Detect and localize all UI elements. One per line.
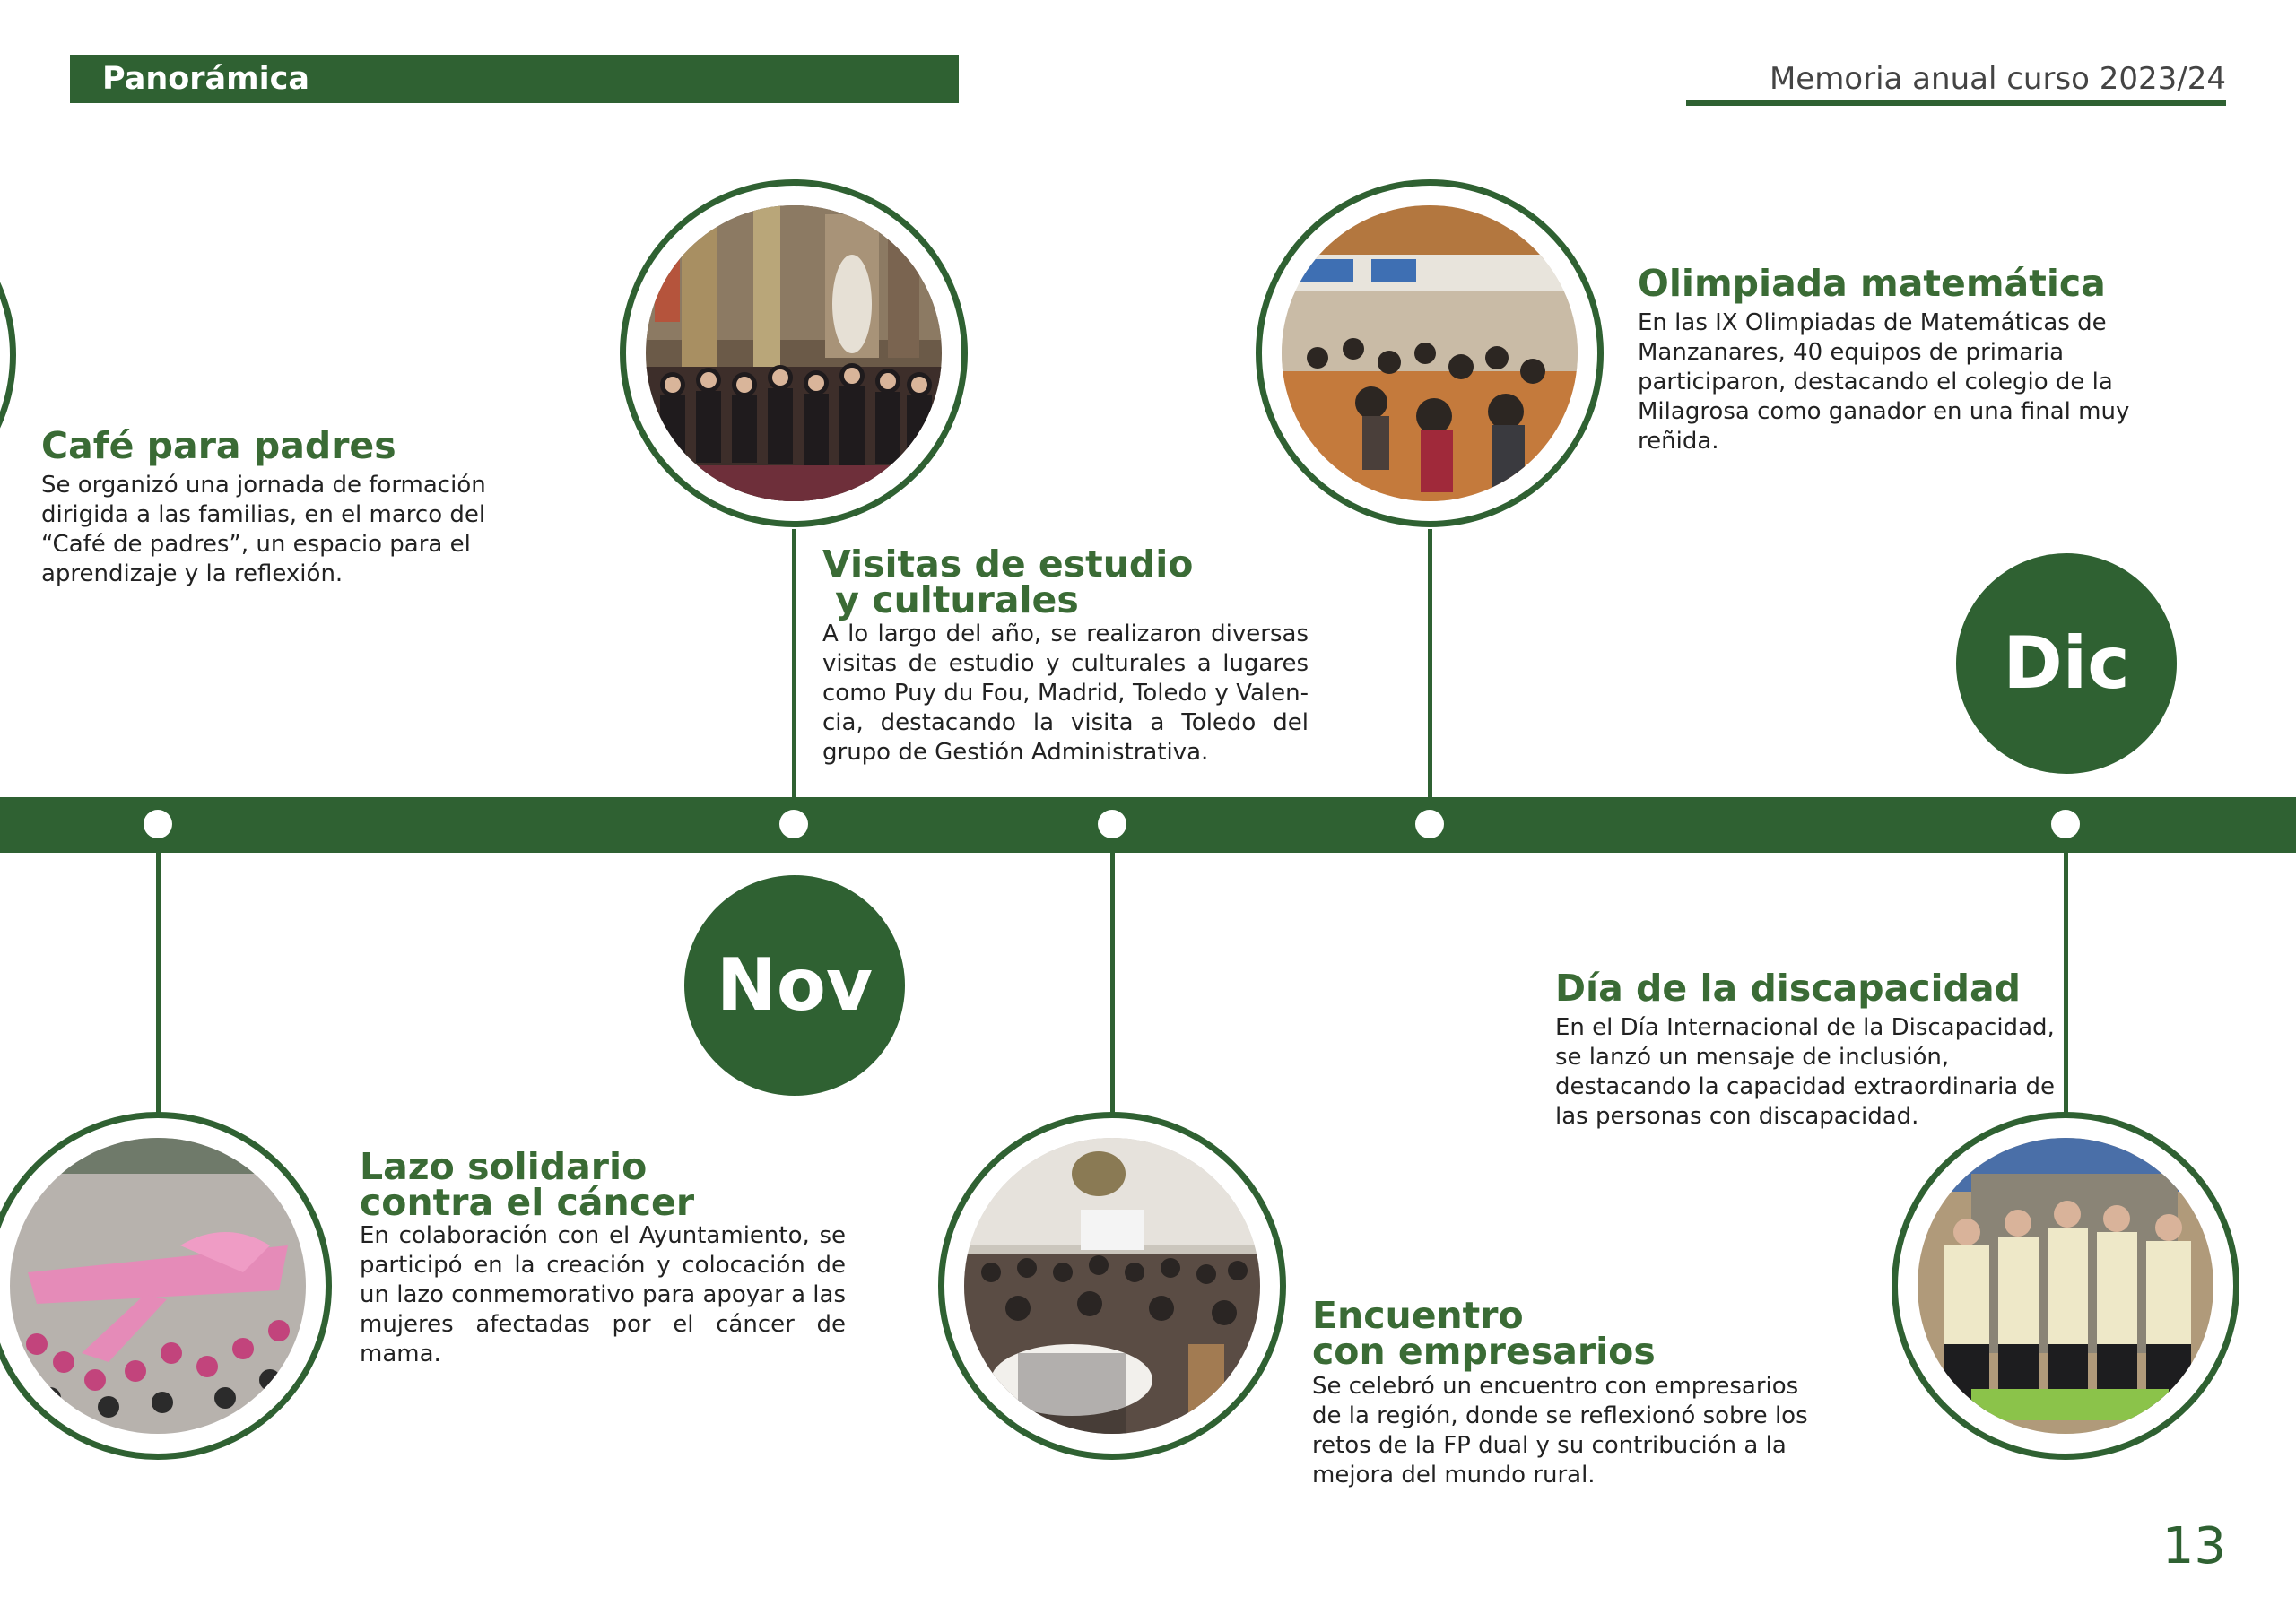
event-title-visitas <box>822 542 1194 621</box>
photo-discapacidad <box>1918 1138 2213 1434</box>
math-olympiad-image <box>1282 205 1578 501</box>
photo-encuentro <box>964 1138 1260 1434</box>
event-text-discapacidad: En el Día Internacional de la Discapacidad, se lanzó un mensaje de inclusión, destacando la capacidad extraordinaria de las personas con discapacidad. <box>1555 1014 2055 1130</box>
timeline-dot <box>1415 810 1444 838</box>
event-title-olimpiada: Olimpiada matemática <box>1638 262 2106 305</box>
event-title-lazo <box>360 1145 695 1224</box>
section-header-bar <box>70 55 959 103</box>
page-number: 13 <box>2161 1517 2226 1575</box>
timeline-dot <box>144 810 172 838</box>
section-label: Panorámica <box>102 61 310 97</box>
event-title-encuentro <box>1312 1294 1656 1373</box>
stem-discapacidad <box>2064 852 2068 1116</box>
stem-olimpiada <box>1428 529 1432 798</box>
event-title-discapacidad: Día de la discapacidad <box>1555 967 2021 1010</box>
stem-lazo <box>156 852 161 1116</box>
event-text-encuentro: Se celebró un encuentro con empresarios de la región, donde se reflexionó sobre los retos de la FP dual y su contribución a la mejora del mundo rural. <box>1312 1373 1808 1488</box>
timeline-dot <box>1098 810 1126 838</box>
stem-encuentro <box>1110 852 1115 1116</box>
event-text-lazo: En colaboración con el Ayuntamiento, se participó en la creación y colocación de un lazo conmemorativo para apoyar a las mujeres afectadas por el cáncer de mama. <box>360 1222 846 1367</box>
photo-ring-discapacidad <box>1892 1112 2239 1460</box>
title-underline <box>1686 100 2226 106</box>
event-text-cafe: Se organizó una jornada de formación dirigida a las familias, en el marco del “Café de padres”, un espacio para el aprendizaje y la reflexión. <box>41 472 486 587</box>
month-badge-dic: Dic <box>1956 553 2177 774</box>
event-title-encuentro-line2: con empresarios <box>1312 1330 1656 1373</box>
business-meeting-image <box>964 1138 1260 1434</box>
photo-ring-lazo <box>0 1112 332 1460</box>
event-title-cafe: Café para padres <box>41 424 396 467</box>
month-badge-nov: Nov <box>684 875 905 1096</box>
event-title-visitas-line2: y culturales <box>822 578 1079 621</box>
event-title-lazo-line1: Lazo solidario <box>360 1145 648 1188</box>
photo-lazo <box>10 1138 306 1434</box>
event-title-visitas-line1: Visitas de estudio <box>822 542 1194 586</box>
photo-ring-encuentro <box>938 1112 1286 1460</box>
document-title: Memoria anual curso 2023/24 <box>1769 61 2226 97</box>
timeline-dot <box>779 810 808 838</box>
photo-ring-olimpiada <box>1256 179 1604 527</box>
disability-day-image <box>1918 1138 2213 1434</box>
event-title-encuentro-line1: Encuentro <box>1312 1294 1524 1337</box>
church-visit-image <box>646 205 942 501</box>
event-text-visitas: A lo largo del año, se realizaron diversas visitas de estudio y culturales a lugares como Puy du Fou, Madrid, Toledo y Valen-cia, destacando la visita a Toledo del grupo de Gestión Administrativa. <box>822 621 1309 766</box>
photo-olimpiada <box>1282 205 1578 501</box>
pink-ribbon-image <box>10 1138 306 1434</box>
timeline-band <box>0 797 2296 853</box>
event-text-olimpiada: En las IX Olimpiadas de Matemáticas de Manzanares, 40 equipos de primaria participaron, destacando el colegio de la Milagrosa como ganador en una final muy reñida. <box>1638 309 2130 455</box>
photo-ring-visitas <box>620 179 968 527</box>
event-title-lazo-line2: contra el cáncer <box>360 1181 695 1224</box>
photo-visitas <box>646 205 942 501</box>
cropped-photo-ring <box>0 181 16 529</box>
stem-visitas <box>792 529 796 798</box>
timeline-dot <box>2051 810 2080 838</box>
